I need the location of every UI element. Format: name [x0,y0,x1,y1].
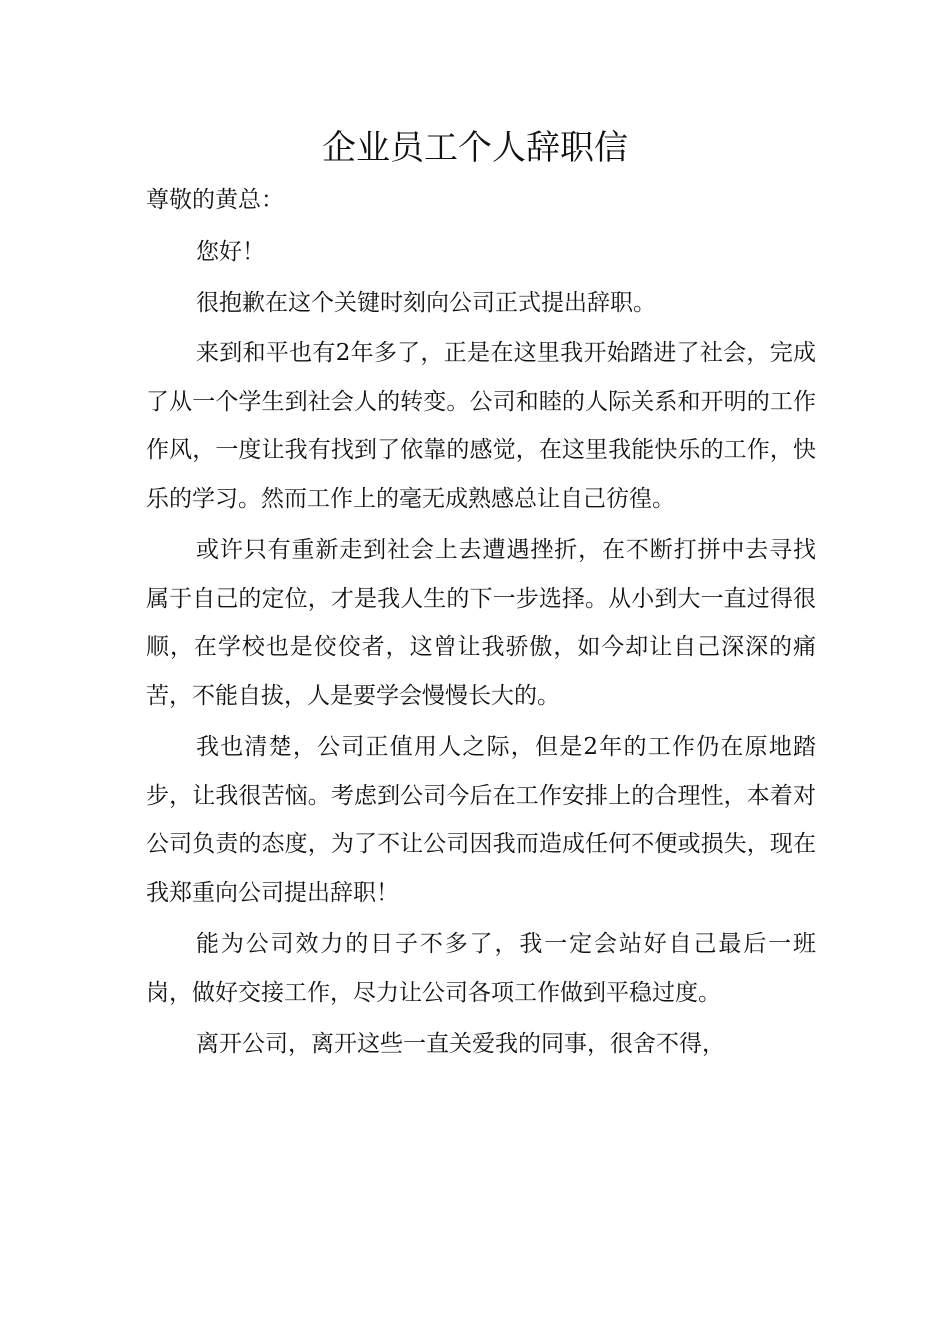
letter-body [146,178,816,1072]
salutation: 尊敬的黄总： [146,187,284,213]
paragraph-reason: 或许只有重新走到社会上去遭遇挫折，在不断打拼中去寻找属于自己的定位，才是我人生的下一步选择。从小到大一直过得很顺，在学校也是佼佼者，这曾让我骄傲，如今却让自己深深的痛苦，不能自拔，人是要学会慢慢长大的。 [146,537,816,709]
paragraph-greeting: 您好！ [196,239,265,265]
paragraph-handover: 能为公司效力的日子不多了，我一定会站好自己最后一班岗，做好交接工作，尽力让公司各项工作做到平稳过度。 [146,931,816,1006]
paragraph-experience: 来到和平也有2年多了，正是在这里我开始踏进了社会，完成了从一个学生到社会人的转变。公司和睦的人际关系和开明的工作作风，一度让我有找到了依靠的感觉，在这里我能快乐的工作，快乐的学习。然而工作上的毫无成熟感总让自己彷徨。 [146,340,816,512]
paragraph-farewell: 离开公司，离开这些一直关爱我的同事，很舍不得， [196,1031,725,1057]
paragraph-resignation: 我也清楚，公司正值用人之际，但是2年的工作仍在原地踏步，让我很苦恼。考虑到公司今后在工作安排上的合理性，本着对公司负责的态度，为了不让公司因我而造成任何不便或损失，现在我郑重向公司提出辞职！ [146,734,816,906]
document-title: 企业员工个人辞职信 [322,128,628,168]
paragraph-apology: 很抱歉在这个关键时刻向公司正式提出辞职。 [196,289,656,316]
